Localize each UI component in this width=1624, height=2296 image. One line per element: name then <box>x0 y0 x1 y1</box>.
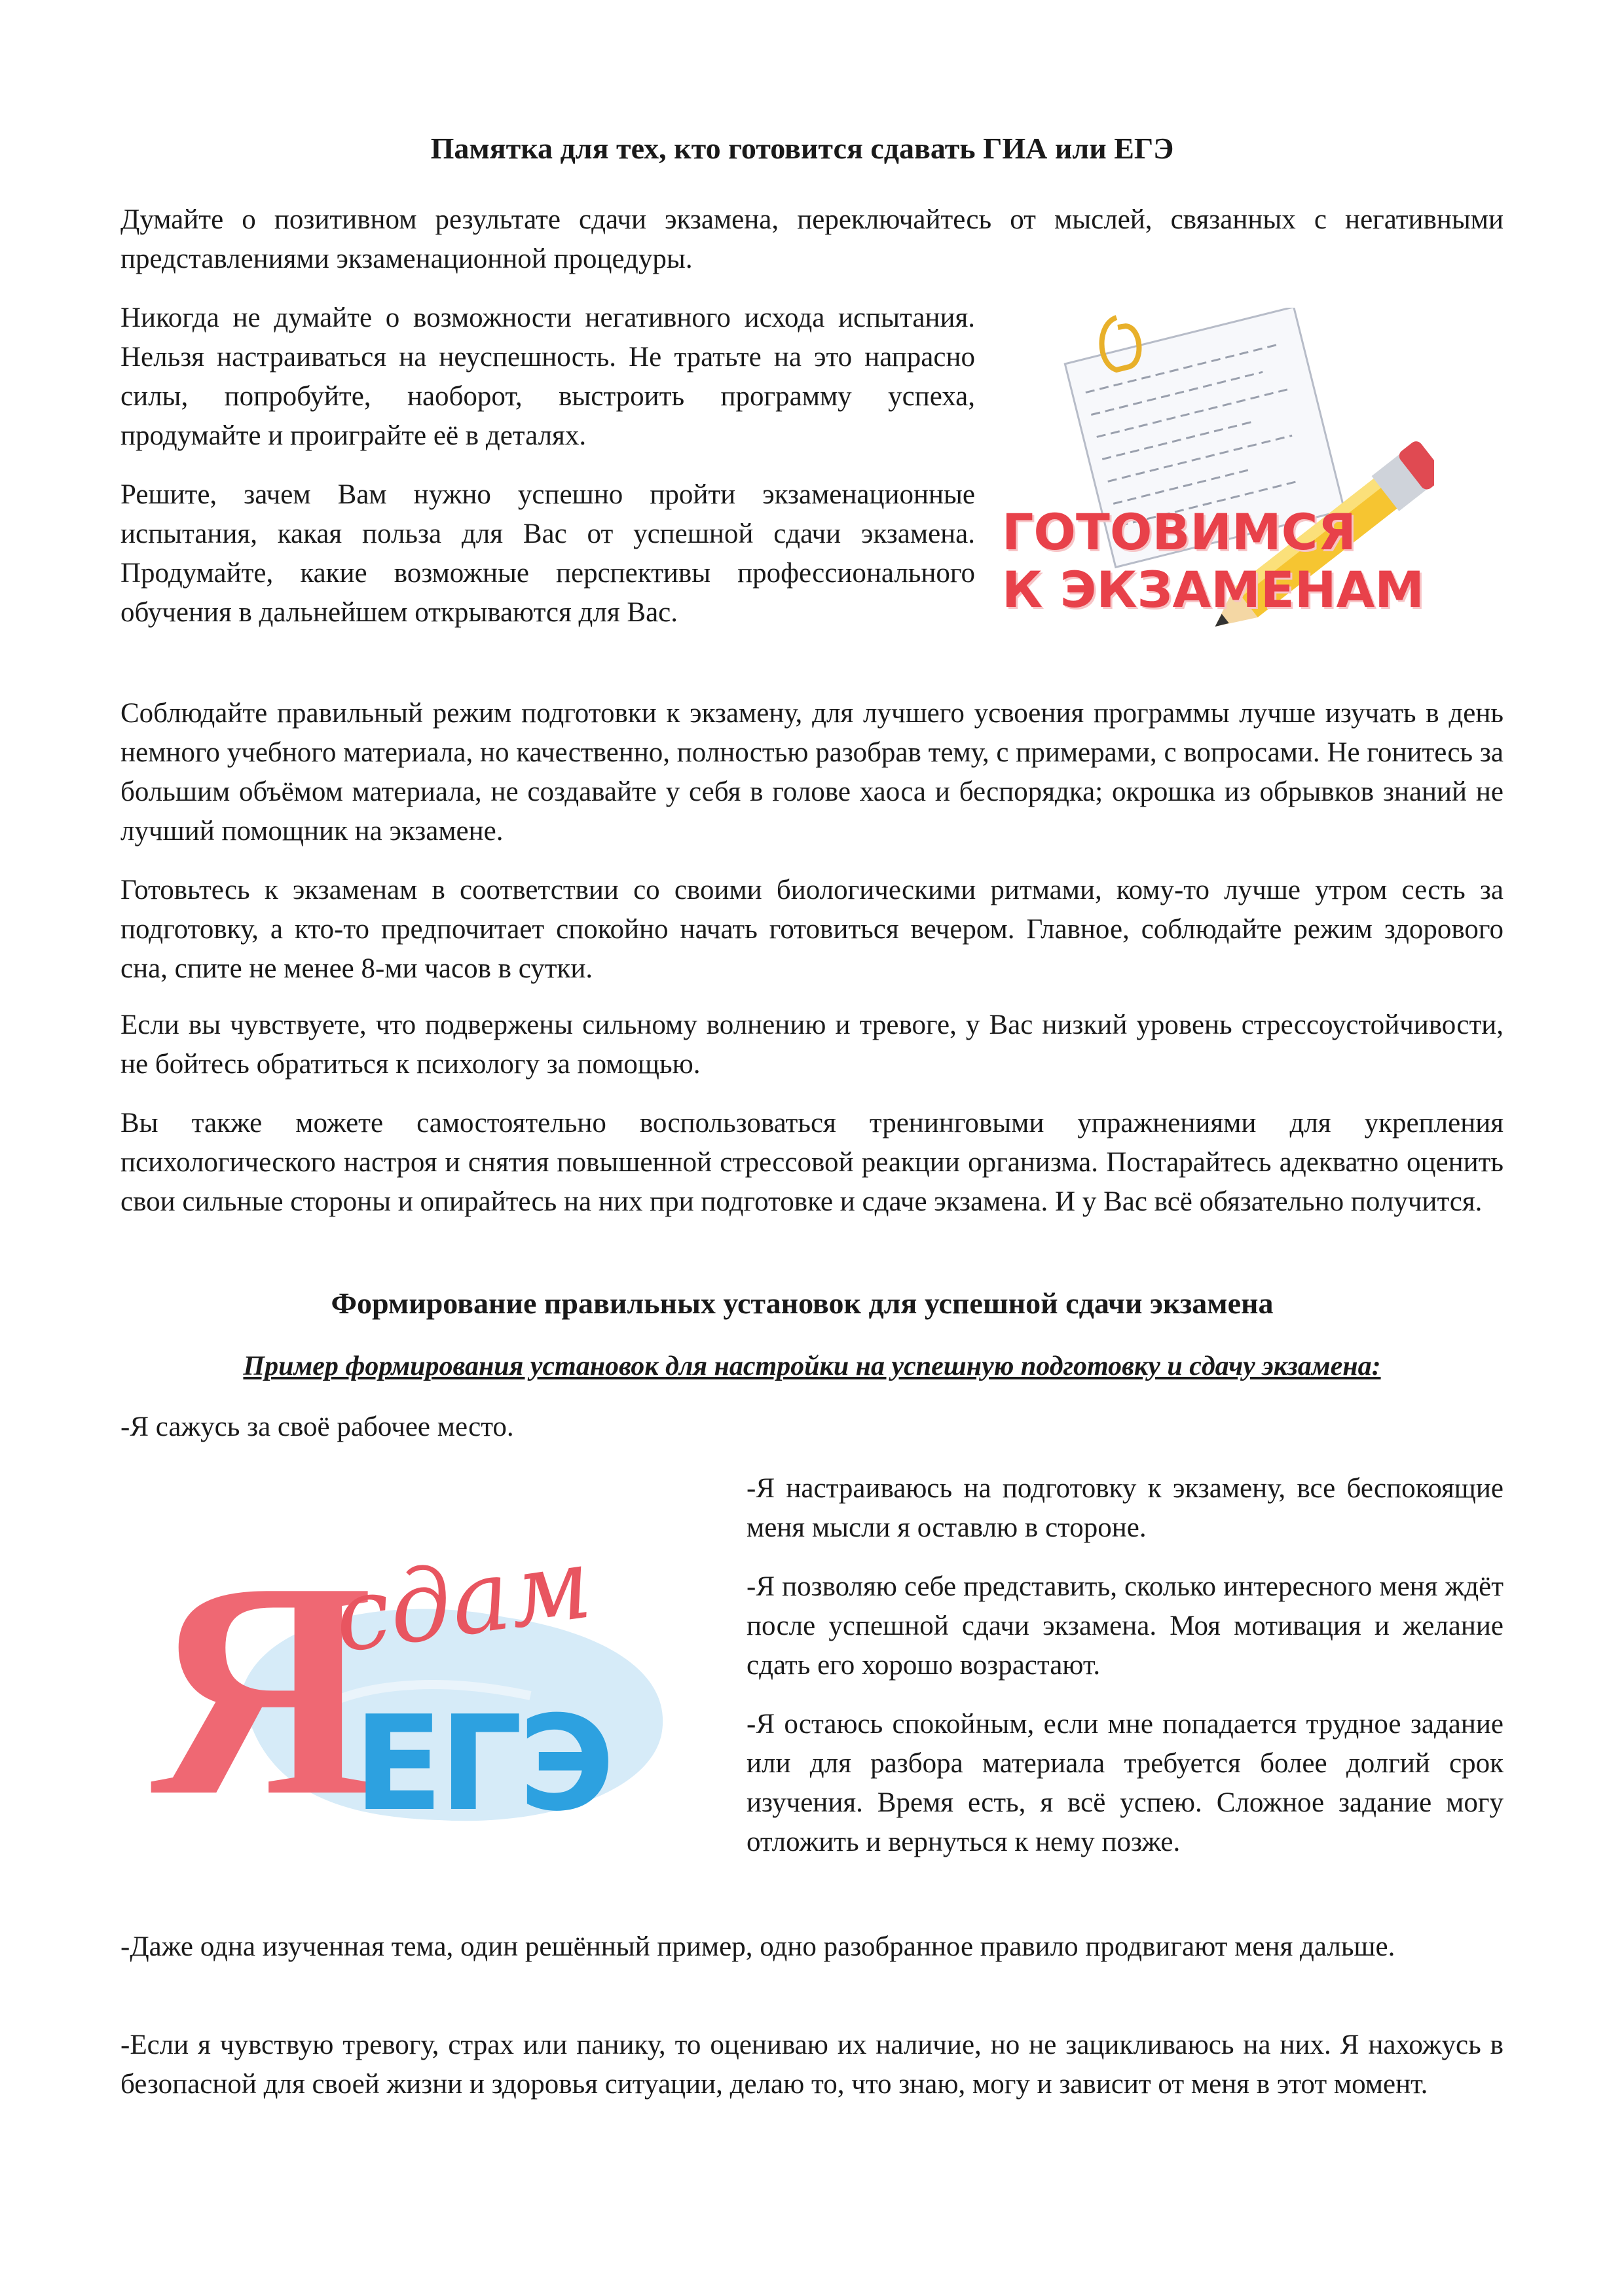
paragraph-1: Думайте о позитивном результате сдачи экзамена, переключайтесь от мыслей, связанных с негативными представлениями экзаменационной процедуры. <box>120 204 1504 274</box>
paragraph-5: Готовьтесь к экзаменам в соответствии со своими биологическими ритмами, кому-то лучше утром сесть за подготовку, а кто-то предпочитает спокойно начать готовиться вечером. Главное, соблюдайте режим здорового сна, спите не менее 8-ми часов в сутки. <box>120 875 1504 984</box>
list-item: -Я остаюсь спокойным, если мне попадается трудное задание или для разбора материала требуется более долгий срок изучения. Время есть, я всё успею. Сложное задание могу отложить и вернуться к нему позже. <box>747 1709 1504 1857</box>
list-item: -Даже одна изученная тема, один решённый пример, одно разобранное правило продвигают меня дальше. <box>120 1931 1395 1962</box>
paragraph-6: Если вы чувствуете, что подвержены сильному волнению и тревоге, у Вас низкий уровень стрессоустойчивости, не бойтесь обратиться к психологу за помощью. <box>120 1010 1504 1080</box>
list-item: -Я настраиваюсь на подготовку к экзамену, все беспокоящие меня мысли я оставлю в стороне. <box>747 1473 1504 1543</box>
section-title: Формирование правильных установок для успешной сдачи экзамена <box>331 1286 1274 1320</box>
exam-preparation-illustration <box>1002 308 1434 648</box>
ege-word: ЕГЭ <box>354 1688 611 1840</box>
illustration-caption-line-1: ГОТОВИМСЯ <box>1002 503 1356 561</box>
list-item: -Я сажусь за своё рабочее место. <box>120 1412 514 1442</box>
page-title: Памятка для тех, кто готовится сдавать ГИА или ЕГЭ <box>430 132 1174 165</box>
ya-letter: Я <box>151 1518 373 1859</box>
sdam-word: сдам <box>327 1526 599 1675</box>
paragraph-2: Никогда не думайте о возможности негативного исхода испытания. Нельзя настраиваться на неуспешность. Не тратьте на это напрасно силы, попробуйте, наоборот, выстроить программу успеха, продумайте и проиграйте её в деталях. <box>120 302 975 451</box>
paragraph-7: Вы также можете самостоятельно воспользоваться тренинговыми упражнениями для укрепления психологического настроя и снятия повышенной стрессовой реакции организма. Постарайтесь адекватно оценить свои сильные стороны и опирайтесь на них при подготовке и сдаче экзамена. И у Вас всё обязательно получится. <box>120 1108 1504 1217</box>
list-item: -Если я чувствую тревогу, страх или панику, то оцениваю их наличие, но не зацикливаюсь на них. Я нахожусь в безопасной для своей жизни и здоровья ситуации, делаю то, что знаю, могу и зависит от меня в этот момент. <box>120 2030 1504 2100</box>
illustration-caption-line-2: К ЭКЗАМЕНАМ <box>1002 560 1424 619</box>
i-pass-ege-illustration <box>138 1519 714 1859</box>
section-subtitle: Пример формирования установок для настройки на успешную подготовку и сдачу экзамена: <box>243 1351 1381 1381</box>
list-item: -Я позволяю себе представить, сколько интересного меня ждёт после успешной сдачи экзамена. Моя мотивация и желание сдать его хорошо возрастают. <box>747 1571 1504 1681</box>
paragraph-4: Соблюдайте правильный режим подготовки к экзамену, для лучшего усвоения программы лучше изучать в день немного учебного материала, но качественно, полностью разобрав тему, с примерами, с вопросами. Не гонитесь за большим объёмом материала, не создавайте у себя в голове хаоса и беспорядка; окрошка из обрывков знаний не лучший помощник на экзамене. <box>120 698 1504 847</box>
paragraph-3: Решите, зачем Вам нужно успешно пройти экзаменационные испытания, какая польза для Вас от успешной сдачи экзамена. Продумайте, какие возможные перспективы профессионального обучения в дальнейшем открываются для Вас. <box>120 479 975 628</box>
